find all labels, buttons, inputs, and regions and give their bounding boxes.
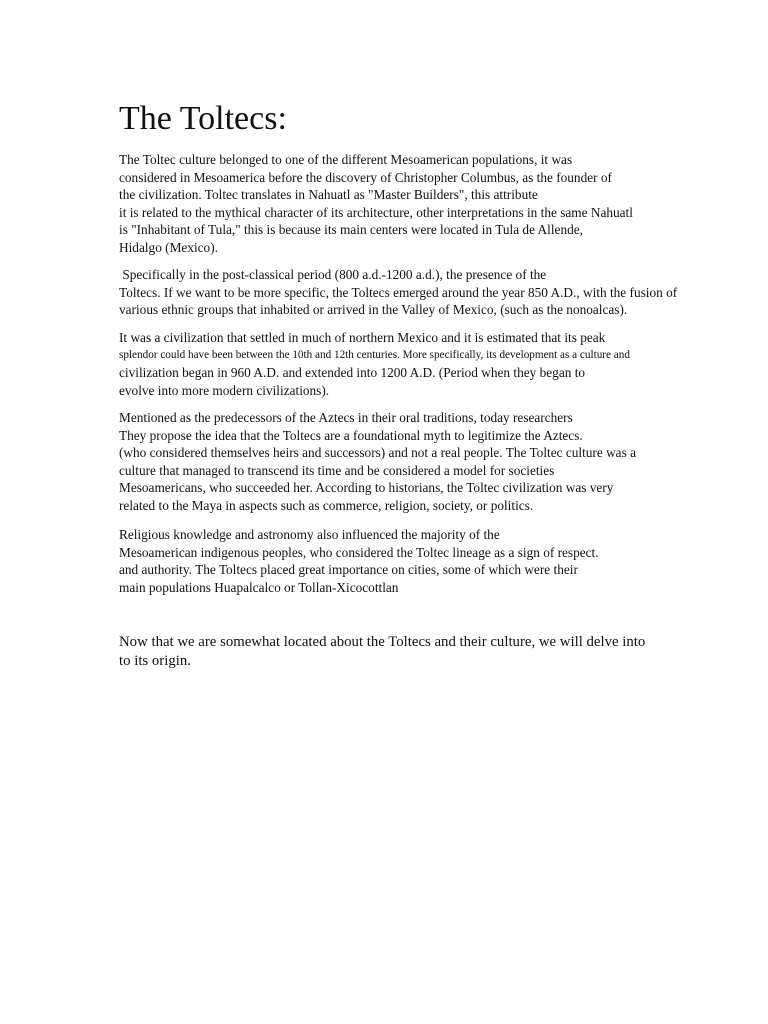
page-title: The Toltecs: (119, 100, 287, 137)
paragraph-closing (119, 633, 645, 672)
paragraph-period (119, 266, 677, 319)
text-line: splendor could have been between the 10th and 12th centuries. More specifically, its development as a culture and (119, 348, 630, 361)
text-line: Mesoamericans, who succeeded her. According to historians, the Toltec civilization was very (119, 480, 614, 496)
text-line: Specifically in the post-classical period (800 a.d.-1200 a.d.), the presence of the (119, 267, 547, 282)
text-line: It was a civilization that settled in much of northern Mexico and it is estimated that its peak (119, 330, 606, 345)
text-line: Religious knowledge and astronomy also influenced the majority of the (119, 527, 500, 542)
text-line: evolve into more modern civilizations). (119, 382, 330, 398)
text-line: and authority. The Toltecs placed great importance on cities, some of which were their (119, 562, 578, 578)
text-line: Toltecs. If we want to be more specific, the Toltecs emerged around the year 850 A.D., with the fusion of (119, 284, 678, 300)
text-line: it is related to the mythical character of its architecture, other interpretations in the same Nahuatl (119, 204, 633, 220)
text-line: considered in Mesoamerica before the discovery of Christopher Columbus, as the founder of (119, 169, 612, 185)
text-line: related to the Maya in aspects such as commerce, religion, society, or politics. (119, 497, 534, 513)
text-line: Mentioned as the predecessors of the Aztecs in their oral traditions, today researchers (119, 410, 573, 425)
text-line: to its origin. (119, 653, 191, 670)
paragraph-intro (119, 151, 633, 257)
text-line: main populations Huapalcalco or Tollan-Xicocottlan (119, 579, 399, 595)
text-line: The Toltec culture belonged to one of the different Mesoamerican populations, it was (119, 152, 573, 167)
text-line: culture that managed to transcend its time and be considered a model for societies (119, 462, 555, 478)
text-line: (who considered themselves heirs and successors) and not a real people. The Toltec culture was a (119, 445, 636, 461)
text-line: civilization began in 960 A.D. and extended into 1200 A.D. (Period when they began to (119, 365, 586, 381)
text-line: Now that we are somewhat located about the Toltecs and their culture, we will delve into (119, 634, 646, 650)
text-line: They propose the idea that the Toltecs are a foundational myth to legitimize the Aztecs. (119, 427, 583, 443)
paragraph-aztecs (119, 409, 636, 515)
text-line: various ethnic groups that inhabited or arrived in the Valley of Mexico, (such as the nonoalcas). (119, 302, 628, 318)
paragraph-religion (119, 526, 599, 596)
text-line: Hidalgo (Mexico). (119, 239, 218, 255)
text-line: the civilization. Toltec translates in Nahuatl as "Master Builders", this attribute (119, 187, 538, 203)
text-line: is "Inhabitant of Tula," this is because its main centers were located in Tula de Allende, (119, 222, 583, 238)
text-line: Mesoamerican indigenous peoples, who considered the Toltec lineage as a sign of respect. (119, 544, 599, 560)
paragraph-settlement (119, 329, 630, 399)
